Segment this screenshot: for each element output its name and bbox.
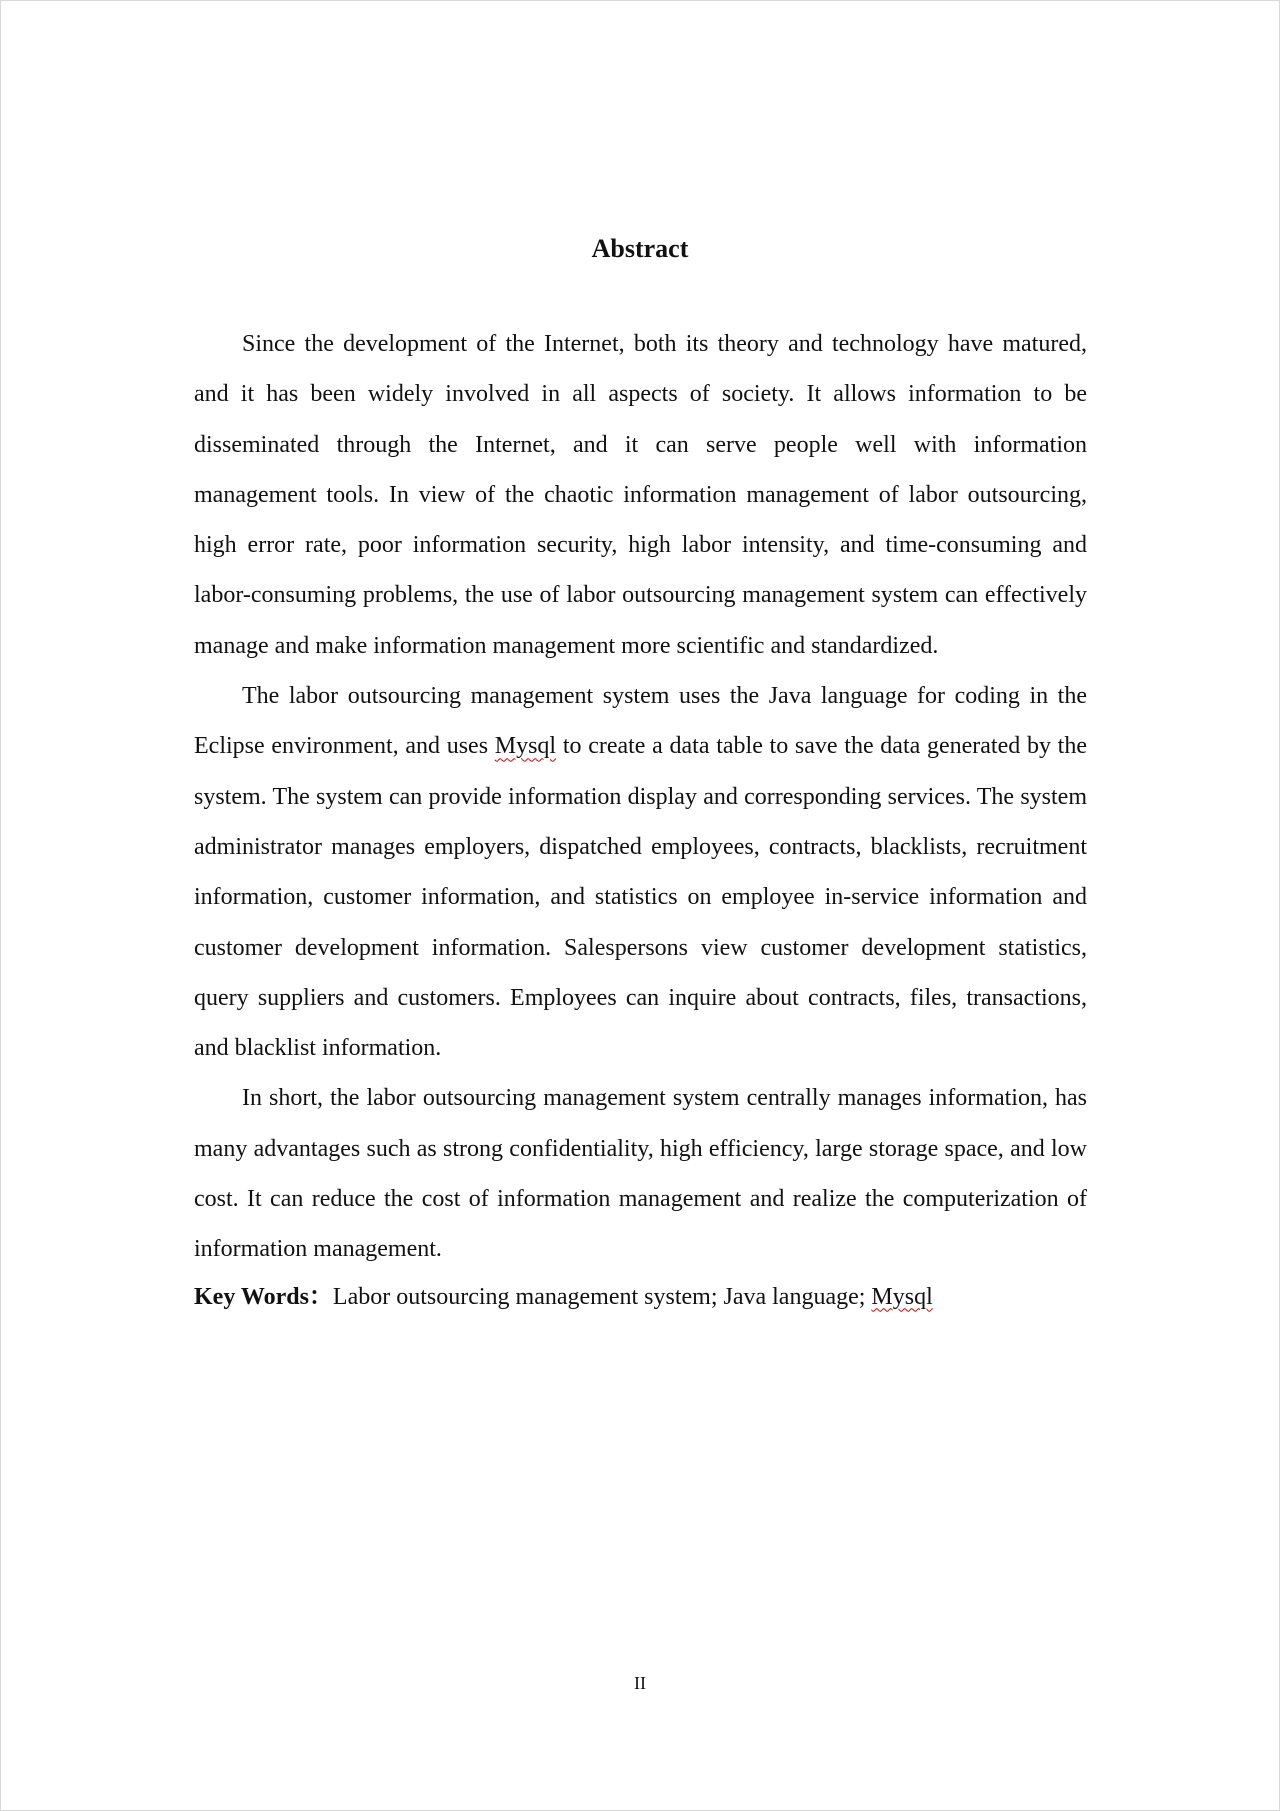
keywords-line [194,1275,1087,1320]
abstract-paragraph-2 [194,671,1087,1073]
spellcheck-flagged-word[interactable]: Mysql [494,733,557,760]
abstract-paragraph-3: In short, the labor outsourcing management system centrally manages information, has many advantages such as strong confidentiality, high efficiency, large storage space, and low cost. It can reduce the cost of information management and realize the computerization of information management. [194,1085,1087,1263]
paragraph-2-text-before: The labor outsourcing management system uses the Java language for coding in the Eclipse environment, and uses [194,683,1087,760]
abstract-title: Abstract [591,234,689,263]
paragraph-2-text-after: to create a data table to save the data generated by the system. The system can provide information display and corresponding services. The system administrator manages employers, dispatched employees, contracts, blacklists, recruitment information, customer information, and statistics on employee in-service information and customer development information. Salespersons view customer development statistics, query suppliers and customers. Employees can inquire about contracts, files, transactions, and blacklist information. [194,733,1087,1062]
abstract-paragraph-1: Since the development of the Internet, both its theory and technology have matured, and it has been widely involved in all aspects of society. It allows information to be disseminated through the Internet, and it can serve people well with information management tools. In view of the chaotic information management of labor outsourcing, high error rate, poor information security, high labor intensity, and time-consuming and labor-consuming problems, the use of labor outsourcing management system can effectively manage and make information management more scientific and standardized. [194,331,1087,659]
abstract-body [194,319,1087,1320]
keywords-label: Key Words： [194,1283,333,1310]
keywords-text: Labor outsourcing management system; Java language; [332,1283,872,1310]
spellcheck-flagged-word[interactable]: Mysql [871,1283,933,1310]
page-number: II [634,1673,646,1693]
